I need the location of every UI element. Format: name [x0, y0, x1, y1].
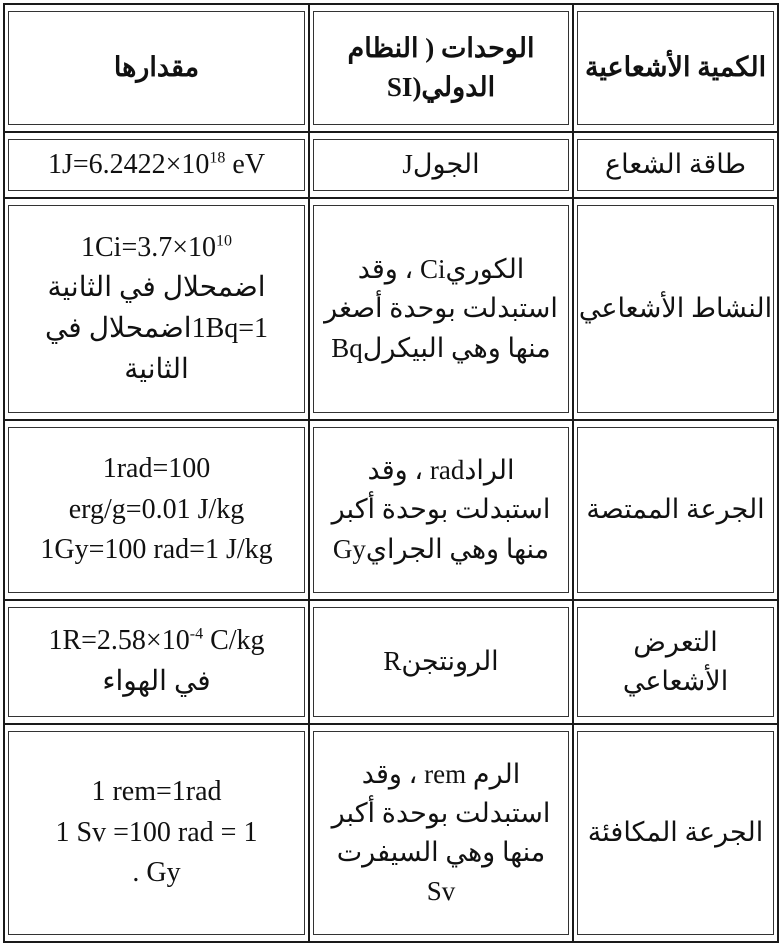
value-cell	[4, 600, 309, 724]
unit-line: منها وهي السيفرت	[336, 837, 546, 867]
unit-line: استبدلت بوحدة أصغر	[324, 293, 558, 324]
value-line: 1rad=100	[102, 453, 211, 485]
table-row	[4, 600, 778, 724]
quantity-text: النشاط الأشعاعي	[577, 205, 774, 413]
unit-cell	[309, 198, 573, 420]
unit-line: استبدلت بوحدة أكبر	[331, 797, 551, 828]
value-line: 1Gy=100 rad=1 J/kg	[40, 534, 273, 566]
quantity-text: الجرعة الممتصة	[577, 427, 774, 593]
unit-line: الرادrad ، وقد	[367, 455, 515, 486]
value-line: في الهواء	[102, 666, 211, 697]
value-cell	[4, 724, 309, 942]
quantity-text: طاقة الشعاع	[577, 139, 774, 191]
value-formula: $1J=6.2422\times 10^{18}$ eV	[47, 148, 266, 180]
radiation-units-table	[3, 3, 777, 941]
table-row	[4, 724, 778, 942]
value-cell	[4, 198, 309, 420]
value-line: اضمحلال في الثانية	[47, 272, 266, 304]
quantity-cell	[573, 724, 778, 942]
value-formula: $1R=2.58\times 10^{-4}$ C/kg	[48, 625, 265, 657]
header-row	[4, 4, 778, 132]
unit-line: Sv	[426, 876, 456, 907]
unit-line: منها وهي البيكرلBq	[331, 332, 551, 363]
quantity-cell	[573, 132, 778, 198]
header-values: مقدارها	[8, 11, 305, 125]
unit-cell	[309, 724, 573, 942]
value-line: . Gy	[132, 857, 181, 889]
value-line: الثانية	[124, 353, 189, 385]
table-row	[4, 420, 778, 600]
unit-cell	[309, 420, 573, 600]
value-line: 1 Sv =100 rad = 1	[55, 816, 258, 848]
unit-line: استبدلت بوحدة أكبر	[331, 494, 551, 525]
value-line: 1Bq=1اضمحلال في	[44, 313, 269, 344]
quantity-line: التعرض	[633, 626, 718, 657]
header-quantity-cell	[573, 4, 778, 132]
unit-text: الرونتجنR	[313, 607, 569, 717]
unit-cell	[309, 600, 573, 724]
header-values-cell	[4, 4, 309, 132]
table-row	[4, 132, 778, 198]
quantity-line: الأشعاعي	[622, 666, 729, 696]
header-units-cell	[309, 4, 573, 132]
quantity-cell	[573, 600, 778, 724]
unit-line: منها وهي الجرايGy	[332, 533, 550, 564]
quantity-cell	[573, 420, 778, 600]
value-line: 1 rem=1rad	[91, 776, 222, 808]
value-cell	[4, 132, 309, 198]
unit-line: الرم rem ، وقد	[361, 758, 521, 789]
value-cell	[4, 420, 309, 600]
unit-line: الكوريCi ، وقد	[357, 254, 525, 285]
header-units-line1: الوحدات ( النظام	[347, 32, 535, 63]
unit-text: الجولJ	[313, 139, 569, 191]
table-row	[4, 198, 778, 420]
table	[3, 3, 779, 943]
header-quantity: الكمية الأشعاعية	[577, 11, 774, 125]
value-line: erg/g=0.01 J/kg	[68, 493, 245, 525]
header-units-line2: الدولي(SI	[386, 72, 496, 102]
value-formula: $1Ci=3.7\times 10^{10}$	[80, 231, 233, 263]
quantity-cell	[573, 198, 778, 420]
quantity-text: الجرعة المكافئة	[577, 731, 774, 935]
unit-cell	[309, 132, 573, 198]
